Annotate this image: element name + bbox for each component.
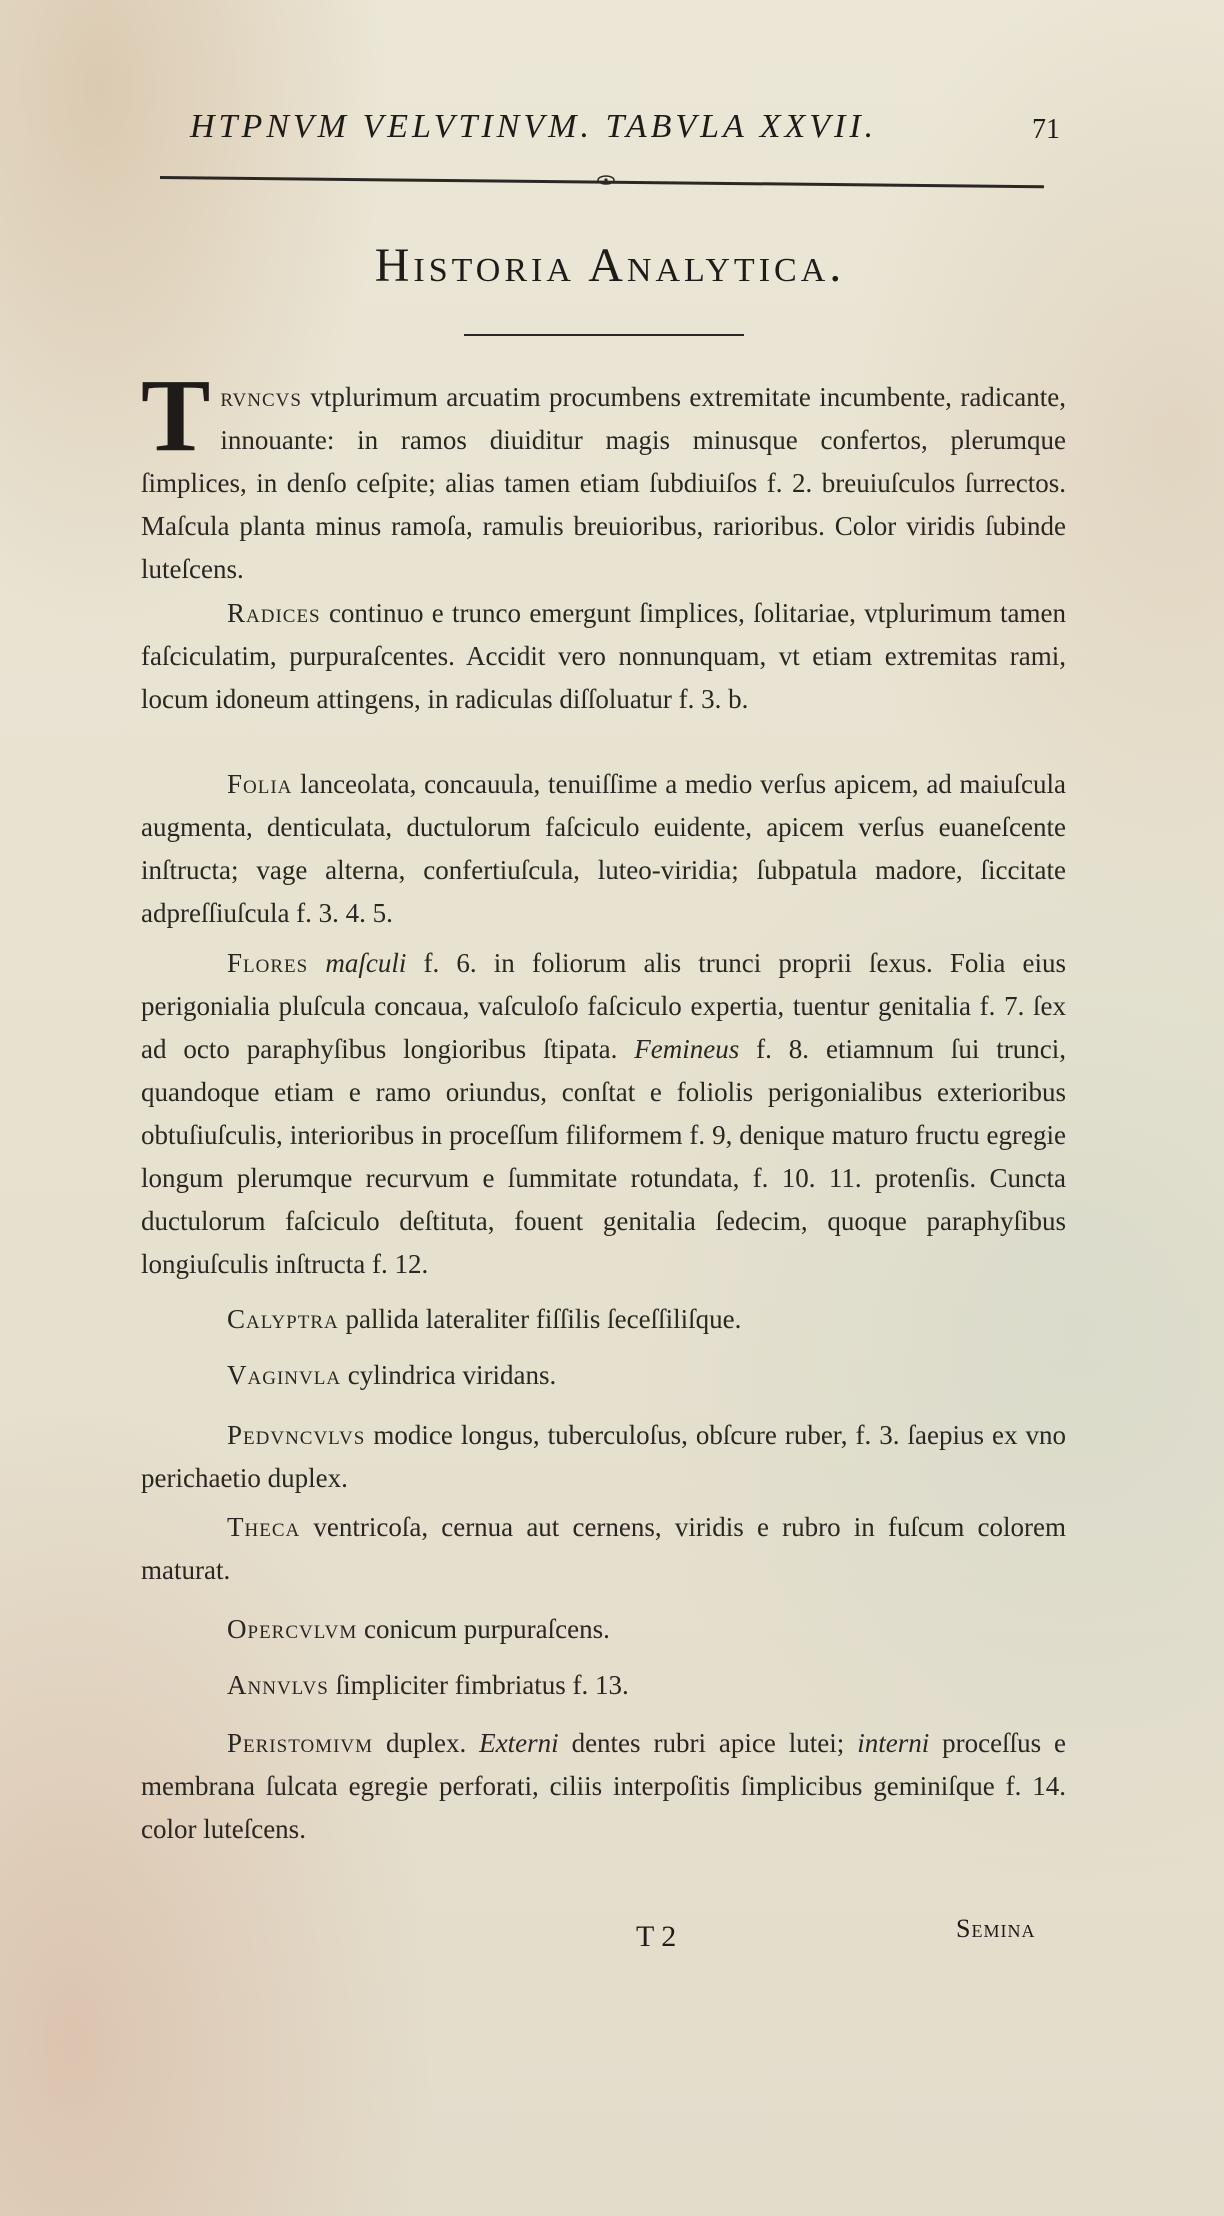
paragraph-lead: Flores (227, 948, 309, 978)
paragraph-theca (141, 1506, 1066, 1592)
paragraph-emphasis: interni (857, 1728, 930, 1758)
paragraph-lead: Calyptra (227, 1304, 339, 1334)
section-title: Historia Analytica. (374, 239, 846, 292)
paragraph-text: dentes rubri apice lutei; (571, 1728, 845, 1758)
paragraph-emphasis: Femineus (634, 1034, 740, 1064)
catchword: Semina (956, 1914, 1036, 1943)
paragraph-lead: Theca (227, 1512, 301, 1542)
paragraph-lead: rvncvs (220, 382, 302, 412)
title-rule (464, 334, 744, 336)
paragraph-vaginula (141, 1354, 1066, 1397)
drop-cap: T (141, 358, 211, 473)
paragraph-text: lanceolata, concauula, tenuiſſime a medio verſus apicem, ad maiuſcula augmenta, denticulata, ductulorum faſciculo euidente, apicem verſus euaneſcente inſtructa; vage alterna, confertiuſcula, luteo-viridia; ſubpatula madore, ſiccitate adpreſſiuſcula f. 3. 4. 5. (141, 769, 1066, 928)
paragraph-text: continuo e trunco emergunt ſimplices, ſolitariae, vtplurimum tamen faſciculatim, purpuraſcentes. Accidit vero nonnunquam, vt etiam extremitas rami, locum idoneum attingens, in radiculas diſſoluatur f. 3. b. (141, 598, 1067, 714)
signature-mark: T 2 (636, 1920, 677, 1953)
paragraph-lead: Radices (227, 598, 321, 628)
paragraph-text: ſimpliciter fimbriatus f. 13. (335, 1670, 629, 1700)
paragraph-text: pallida lateraliter fiſſilis ſeceſſiliſque. (345, 1304, 742, 1334)
paragraph-lead: Pedvncvlvs (227, 1420, 366, 1450)
paragraph-text: vtplurimum arcuatim procumbens extremitate incumbente, radicante, innouante: in ramos diuiditur magis minusque confertos, plerumque ſimplices, in denſo ceſpite; alias tamen etiam ſubdiuiſos f. 2. breuiuſculos ſurrectos. Maſcula planta minus ramoſa, ramulis breuioribus, rarioribus. Color viridis ſubinde luteſcens. (141, 382, 1067, 584)
paragraph-text: f. 6. in foliorum alis trunci proprii ſexus. Folia eius perigonialia pluſcula concaua, vaſculoſo faſciculo expertia, tuentur genitalia f. 7. ſex ad octo paraphyſibus longioribus ſtipata. (141, 948, 1067, 1064)
paragraph-operculum (141, 1608, 1066, 1651)
header-title: HTPNVM VELVTINVM. TABVLA XXVII. (190, 108, 878, 145)
paragraph-truncus (141, 358, 1067, 591)
paragraph-text: proceſſus e membrana ſulcata egregie perforati, ciliis interpoſitis ſimplicibus geminiſque f. 14. color luteſcens. (141, 1728, 1067, 1844)
rule-ornament-icon (596, 173, 616, 187)
paragraph-text: cylindrica viridans. (347, 1360, 557, 1390)
paragraph-emphasis: Externi (479, 1728, 559, 1758)
paragraph-text: conicum purpuraſcens. (363, 1614, 610, 1644)
paragraph-calyptra (141, 1298, 1066, 1341)
paragraph-lead: Peristomivm (227, 1728, 374, 1758)
paragraph-lead: Annvlvs (227, 1670, 329, 1700)
paragraph-lead: Vaginvla (227, 1360, 342, 1390)
paragraph-folia (141, 763, 1066, 935)
paragraph-text: ventricoſa, cernua aut cernens, viridis e rubro in fuſcum colorem maturat. (141, 1512, 1066, 1585)
paragraph-emphasis: maſculi (325, 948, 407, 978)
paragraph-text: modice longus, tuberculoſus, obſcure ruber, f. 3. ſaepius ex vno perichaetio duplex. (141, 1420, 1066, 1493)
paragraph-peristomium (141, 1722, 1066, 1851)
paragraph-annulus (141, 1664, 1066, 1707)
paragraph-pedunculus (141, 1414, 1066, 1500)
paragraph-lead: Folia (227, 769, 293, 799)
paragraph-text: f. 8. etiamnum ſui trunci, quandoque etiam e ramo oriundus, conſtat e foliolis perigonialibus exterioribus obtuſiuſculis, interioribus in proceſſum filiformem f. 9, denique maturo fructu egregie longum plerumque recurvum e ſummitate rotundata, f. 10. 11. protenſis. Cuncta ductulorum faſciculo deſtituta, fouent genitalia ſedecim, quoque paraphyſibus longiuſculis inſtructa f. 12. (141, 1034, 1066, 1279)
paragraph-lead: Opercvlvm (227, 1614, 358, 1644)
paragraph-flores (141, 942, 1066, 1286)
page-number: 71 (1032, 114, 1060, 145)
paragraph-radices (141, 592, 1066, 721)
paragraph-text: duplex. (385, 1728, 467, 1758)
